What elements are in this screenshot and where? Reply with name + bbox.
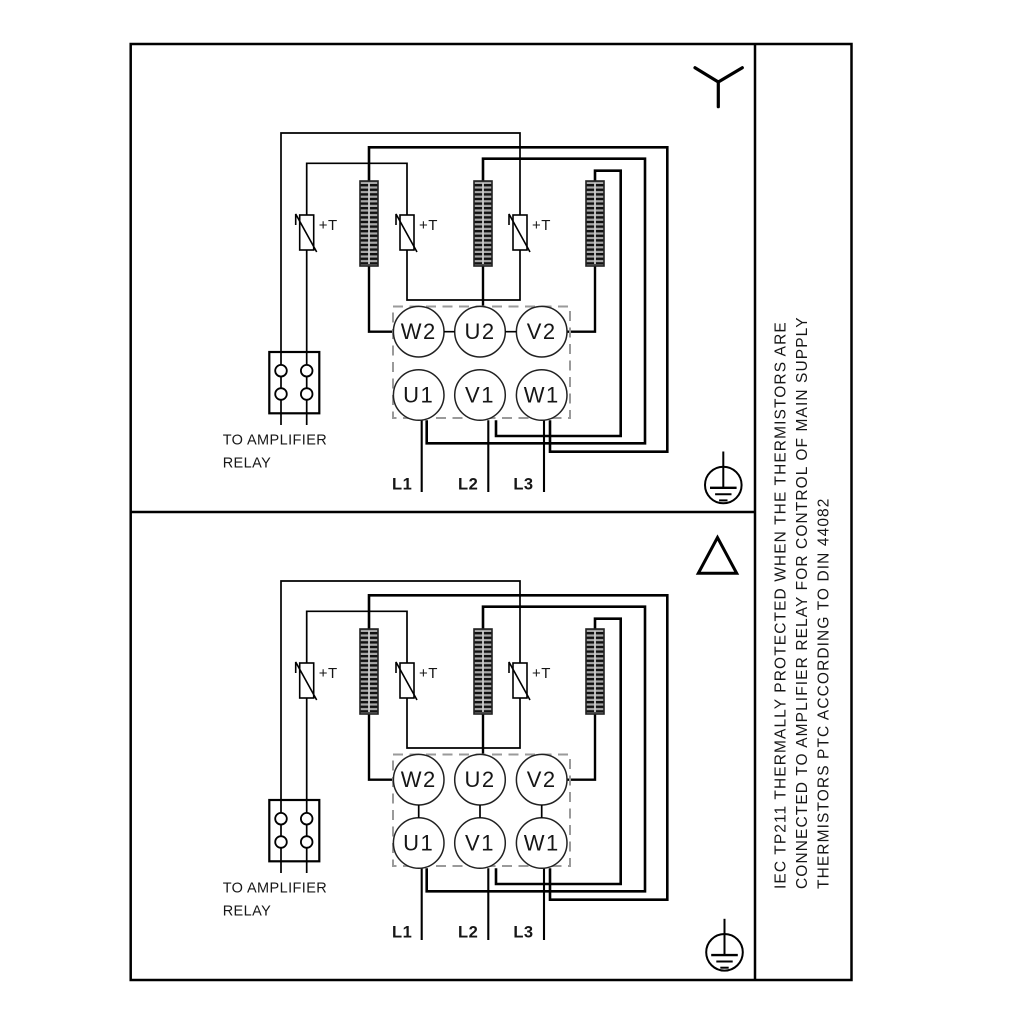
ground-icon-bottom — [706, 919, 743, 971]
delta-icon — [698, 538, 736, 574]
side-note-line-2: CONNECTED TO AMPLIFIER RELAY FOR CONTROL OF MAIN SUPPLY — [794, 316, 811, 889]
ground-icon-top — [705, 452, 742, 504]
side-note-line-3: THERMISTORS PTC ACCORDING TO DIN 44082 — [815, 497, 833, 889]
side-note-line-1: IEC TP211 THERMALLY PROTECTED WHEN THE THERMISTORS ARE — [772, 321, 790, 889]
motor-half-bottom — [223, 581, 668, 941]
delta-bridge-wires — [419, 805, 542, 818]
star-icon — [695, 68, 742, 107]
motor-half-top — [223, 133, 668, 493]
